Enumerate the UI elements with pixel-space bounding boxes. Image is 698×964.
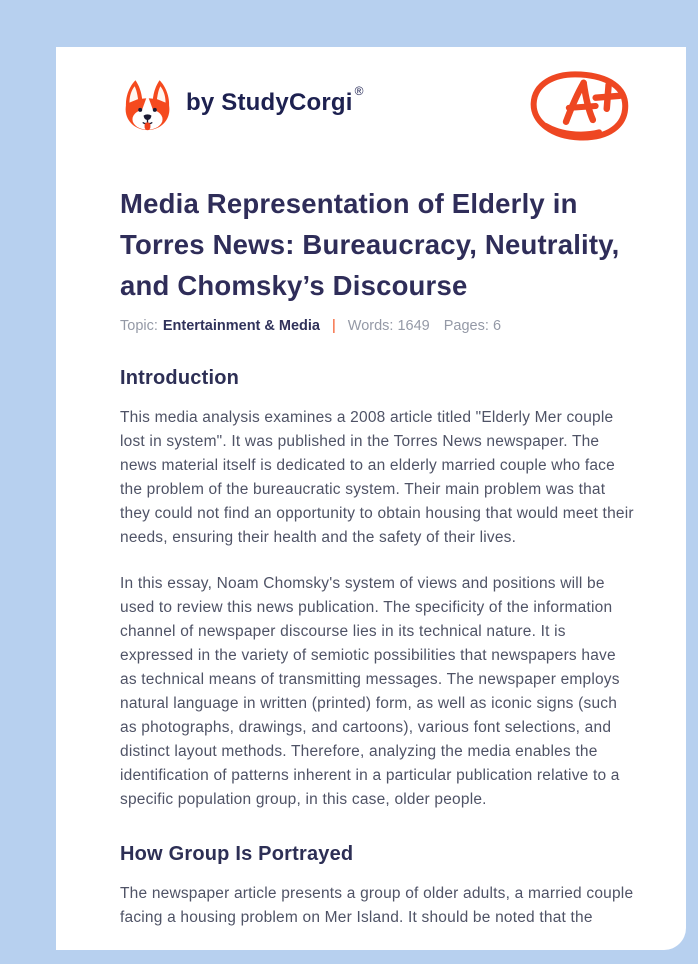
studycorgi-logo[interactable] <box>120 77 364 135</box>
essay-card <box>56 47 686 950</box>
section-heading-how-group-is-portrayed: How Group Is Portrayed <box>120 843 354 865</box>
paragraph: The newspaper article presents a group of older adults, a married couple facing a housing problem on Mer Island. It should be noted that the <box>120 885 634 926</box>
section-heading-introduction: Introduction <box>120 367 240 389</box>
topic-link[interactable]: Entertainment & Media <box>162 318 320 334</box>
paragraph: In this essay, Noam Chomsky's system of views and positions will be used to review this news publication. The specificity of the information channel of newspaper discourse lies in its technical nature. It is expressed in the variety of semiotic possibilities that newspapers have as technical means of transmitting messages. The newspaper employs natural language in written (printed) form, as well as iconic signs (such as photographs, drawings, and cartoons), various font selections, and distinct layout methods. Therefore, analyzing the media enables the identification of patterns inherent in a particular publication relative to a specific population group, in this case, older people. <box>120 575 620 808</box>
essay-meta <box>120 316 632 336</box>
topic-label: Topic: <box>120 318 158 334</box>
registered-mark: ® <box>354 84 364 98</box>
pages-count: Pages: 6 <box>443 318 502 334</box>
corgi-mascot-icon <box>120 77 175 135</box>
card-header <box>120 67 632 145</box>
paragraph: This media analysis examines a 2008 article titled "Elderly Mer couple lost in system". It was published in the Torres News newspaper. The news material itself is dedicated to an elderly married couple who face the problem of the bureaucratic system. Their main problem was that they could not find an opportunity to obtain housing that would meet their needs, ensuring their health and the safety of their lives. <box>120 409 634 546</box>
meta-separator: | <box>332 318 336 334</box>
a-plus-badge-icon <box>526 69 632 143</box>
essay-title: Media Representation of Elderly in Torres News: Bureaucracy, Neutrality, and Chomsky’s Discourse <box>120 188 620 301</box>
brand-wordmark: by StudyCorgi ® <box>186 84 364 116</box>
words-count: Words: 1649 <box>347 318 430 334</box>
